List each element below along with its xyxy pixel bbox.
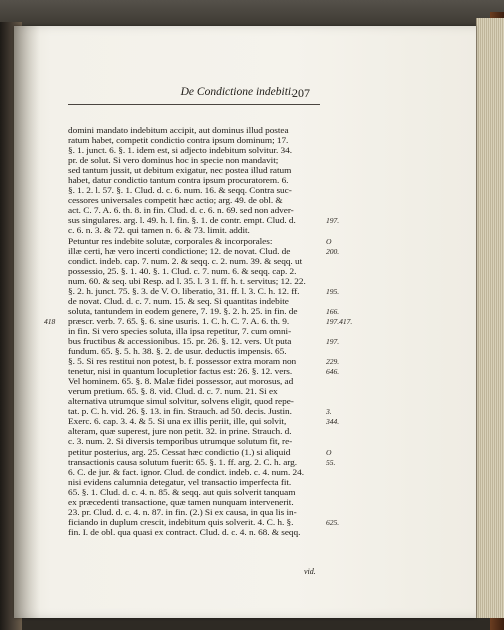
text-line [68, 246, 340, 257]
text-line [44, 316, 353, 327]
text-line [68, 297, 320, 307]
text-line [68, 437, 320, 447]
line-text: sed tantum jussit, ut debitum exigatur, nec postea illud ratum [68, 166, 292, 176]
line-text: §. 5. Si res restitui non potest, b. f. possessor extra moram non [68, 357, 297, 367]
line-text: c. 6. n. 3. & 72. qui tamen n. 6. & 73. limit. addit. [68, 226, 250, 236]
text-line [68, 156, 320, 166]
text-line [68, 136, 320, 146]
line-text: possessio, 25. §. 1. 40. §. 1. Clud. c. 7. num. 6. & seqq. cap. 2. [68, 266, 297, 276]
line-text: c. 3. num. 2. Si diversis temporibus utrumque solutum fit, re- [68, 437, 293, 447]
text-line [68, 306, 340, 317]
line-text: 23. pr. Clud. d. c. 4. n. 87. in fin. (2.) Si ex causa, in qua lis in- [68, 507, 297, 517]
text-line [68, 517, 340, 528]
text-line [68, 166, 320, 176]
line-text: sus singulares. arg. l. 49. h. l. fin. §. 1. de contr. empt. Clud. d. [68, 216, 296, 226]
line-text: nisi evidens calumnia detegatur, vel transactio imperfecta fit. [68, 477, 292, 487]
page-number: 207 [292, 86, 310, 100]
line-text: in fin. Si vero species soluta, illa ipsa repetitur, 7. cum omni- [68, 326, 292, 336]
text-line [68, 488, 320, 498]
text-line [68, 427, 320, 437]
margin-note: 200. [326, 246, 340, 256]
text-line [68, 377, 320, 387]
header-rule [68, 104, 320, 105]
line-text: præscr. verb. 7. 65. §. 6. sine usuris. 1. C. h. C. 7. A. 6. th. 9. [68, 316, 290, 326]
text-line [68, 357, 340, 367]
line-text: soluta, tantundem in eodem genere, 7. 19. §. 2. h. 25. in fin. de [68, 306, 298, 316]
text-line [68, 216, 340, 226]
catchword: vid. [304, 567, 316, 576]
margin-note: 344. [326, 417, 340, 427]
text-line [68, 528, 320, 538]
line-text: ex præcedenti transactione, quæ tamen nunquam intervenerit. [68, 497, 294, 507]
line-text: ficiando in duplum crescit, indebitum quis solverit. 4. C. h. §. [68, 517, 294, 527]
running-head: De Condictione indebiti. [180, 86, 294, 98]
margin-note: 166. [326, 306, 340, 316]
line-text: ratum habet, competit condictio contra ipsum dominum; 17. [68, 136, 289, 146]
text-line [68, 397, 320, 407]
margin-note: 197.417. [326, 316, 353, 326]
text-line [68, 336, 340, 347]
text-line [68, 176, 320, 186]
line-text: num. 60. & seq. ubi Resp. ad l. 35. l. 3 1. ff. h. t. servitus; 12. 22. [68, 276, 306, 286]
margin-note: 3. [326, 407, 332, 417]
margin-note: 646. [326, 367, 340, 377]
text-line [68, 286, 340, 297]
text-line [68, 508, 320, 518]
text-line [68, 457, 336, 468]
text-line [68, 468, 320, 478]
line-text: fin. I. de obl. qua quasi ex contract. Clud. d. c. 4. n. 68. & seqq. [68, 527, 301, 537]
line-text: fundum. 65. §. 5. h. 38. §. 2. de usur. deductis impensis. 65. [68, 347, 287, 357]
text-line [68, 186, 320, 196]
line-text: habet, datur condictio tantum contra ipsum procuratorem. 6. [68, 176, 289, 186]
line-text: bus fructibus & accessionibus. 15. pr. 26. §. 12. vers. Ut puta [68, 336, 292, 346]
text-line [68, 277, 320, 287]
line-text: alteram, quæ superest, jure non petit. 32. in prine. Strauch. d. [68, 427, 292, 437]
margin-note: 197. [326, 216, 340, 226]
line-text: 65. §. 1. Clud. d. c. 4. n. 85. & seqq. aut quis solverit tanquam [68, 487, 296, 497]
text-line [68, 327, 320, 337]
text-line [68, 226, 320, 236]
line-text: verum pretium. 65. §. 8. vid. Clud. d. c. 7. num. 21. Si ex [68, 387, 278, 397]
left-margin-note: 418 [44, 316, 56, 326]
line-text: Petuntur res indebite solutæ, corporales & incorporales: [68, 236, 273, 246]
text-line [68, 347, 320, 357]
text-line [68, 387, 320, 397]
margin-note: O [326, 236, 332, 246]
text-line [68, 257, 320, 267]
line-text: act. C. 7. A. 6. th. 8. in fin. Clud. d. c. 6. n. 69. sed non adver- [68, 206, 294, 216]
line-text: alternativa utrumque simul solvitur, solvens eligit, quod repe- [68, 397, 294, 407]
text-line [68, 196, 320, 206]
gutter-shadow [14, 26, 40, 618]
page-stack [476, 18, 504, 618]
line-text: §. 1. junct. 6. §. 1. idem est, si adjecto indebitum solvitur. 34. [68, 146, 292, 156]
text-line [68, 267, 320, 277]
body-text [44, 126, 353, 538]
text-line [68, 417, 340, 427]
line-text: 6. C. de jur. & fact. ignor. Clud. de condict. indeb. c. 4. num. 24. [68, 467, 305, 477]
line-text: tat. p. C. h. vid. 26. §. 13. in fin. Strauch. ad 50. decis. Justin. [68, 407, 292, 417]
line-text: domini mandato indebitum accipit, aut dominus illud postea [68, 126, 289, 135]
text-line [68, 478, 320, 488]
line-text: pr. de solut. Si vero dominus hoc in specie non mandavit; [68, 156, 279, 166]
text-line [68, 367, 340, 377]
book-page [14, 26, 476, 618]
margin-note: 625. [326, 517, 340, 527]
text-line [68, 146, 320, 156]
margin-note: 55. [326, 457, 336, 467]
line-text: tenetur, nisi in quantum locupletior factus est: 26. §. 12. vers. [68, 367, 293, 377]
line-text: Exerc. 6. cap. 3. 4. & 5. Si una ex illis periit, ille, qui solvit, [68, 417, 287, 427]
line-text: Vel hominem. 65. §. 8. Malæ fidei possessor, aut morosus, ad [68, 377, 294, 387]
line-text: illæ certi, hæ vero incerti condictione; 12. de novat. Clud. de [68, 246, 291, 256]
line-text: petitur posterius, arg. 25. Cessat hæc condictio (1.) si aliquid [68, 447, 291, 457]
line-text: de novat. Clud. d. c. 7. num. 15. & seq. Si quantitas indebite [68, 296, 289, 306]
line-text: §. 2. h. junct. 75. §. 3. de V. O. liberatio, 31. ff. l. 3. C. h. 12. ff. [68, 286, 300, 296]
line-text: transactionis causa solutum fuerit: 65. §. 1. ff. arg. 2. C. h. arg. [68, 457, 298, 467]
line-text: cessores universales competit hæc actio; arg. 49. de obl. & [68, 196, 283, 206]
margin-note: 229. [326, 357, 340, 367]
margin-note: 195. [326, 286, 340, 296]
text-line [68, 407, 332, 417]
text-line [68, 206, 320, 216]
text-line [68, 236, 332, 247]
text-line [68, 447, 332, 458]
line-text: §. 1. 2. l. 57. §. 1. Clud. d. c. 6. num. 16. & seqq. Contra suc- [68, 186, 292, 196]
line-text: condict. indeb. cap. 7. num. 2. & seqq. c. 2. num. 39. & seqq. ut [68, 256, 303, 266]
margin-note: O [326, 447, 332, 457]
margin-note: 197. [326, 336, 340, 346]
text-line [68, 498, 320, 508]
text-line [68, 126, 320, 136]
